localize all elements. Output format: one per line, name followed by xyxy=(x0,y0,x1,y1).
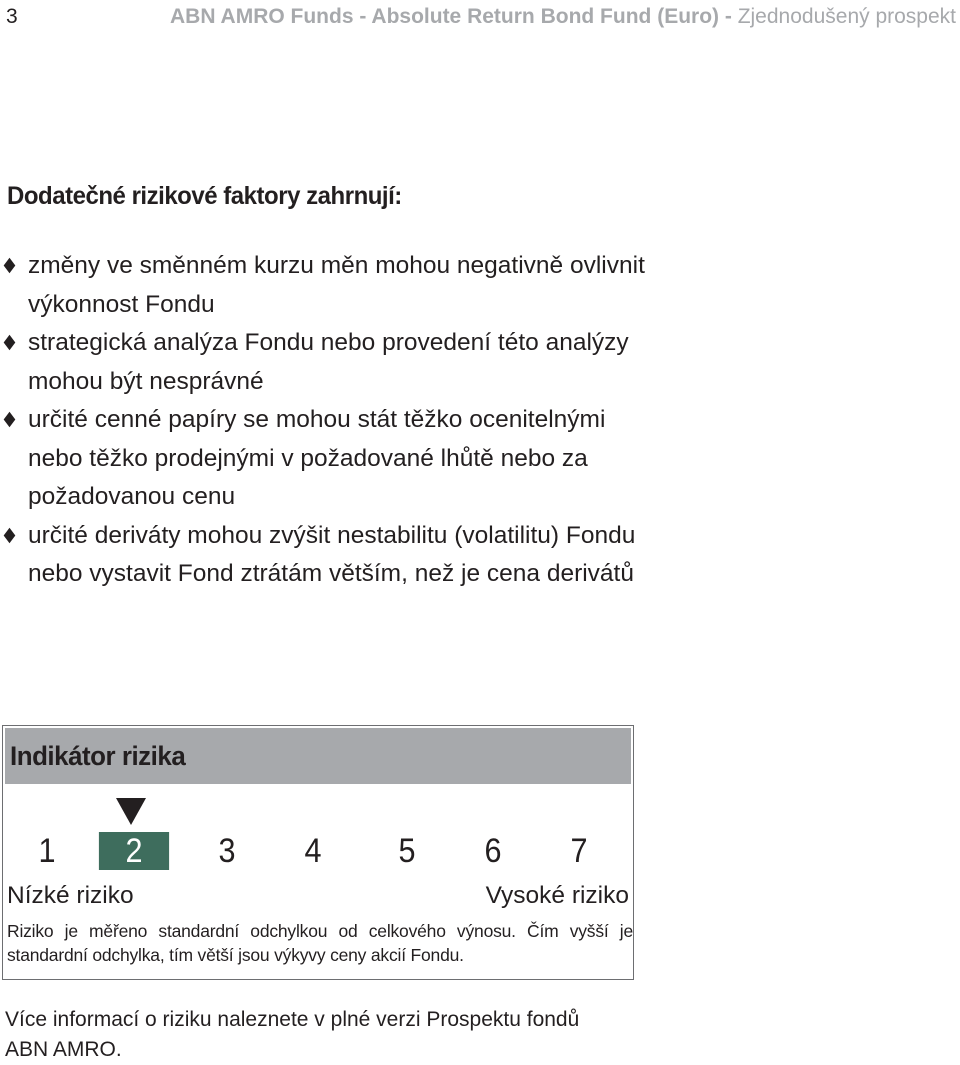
risk-note: Riziko je měřeno standardní odchylkou od celkového výnosu. Čím vyšší je standardní odchylka, tím větší jsou výkyvy ceny akcií Fondu. xyxy=(7,921,633,965)
section-heading: Dodatečné rizikové faktory zahrnují: xyxy=(7,182,402,210)
list-item-text: strategická analýza Fondu nebo provedení této analýzy mohou být nesprávné xyxy=(28,329,629,395)
page-number: 3 xyxy=(6,5,18,28)
running-title xyxy=(170,4,956,30)
running-title-fund: ABN AMRO Funds - Absolute Return Bond Fund (Euro) - xyxy=(169,5,732,28)
footer-note: Více informací o riziku naleznete v plné verzi Prospektu fondů ABN AMRO. xyxy=(5,1008,580,1061)
page-header xyxy=(6,4,956,30)
list-item xyxy=(0,401,660,517)
risk-scale xyxy=(3,832,633,870)
risk-level-1: 1 xyxy=(38,832,56,870)
risk-indicator-title: Indikátor rizika xyxy=(10,741,186,771)
risk-factor-list xyxy=(0,247,660,594)
list-item xyxy=(0,247,660,324)
list-item-text: změny ve směnném kurzu měn mohou negativně ovlivnit výkonnost Fondu xyxy=(28,252,645,318)
risk-level-6: 6 xyxy=(484,832,502,870)
diamond-bullet-icon xyxy=(4,412,16,428)
list-item-text: určité deriváty mohou zvýšit nestabilitu (volatilitu) Fondu nebo vystavit Fond ztrátám větším, než je cena derivátů xyxy=(28,521,636,587)
low-risk-label: Nízké riziko xyxy=(7,882,134,909)
list-item xyxy=(0,517,660,594)
risk-level-4: 4 xyxy=(304,832,322,870)
pointer-triangle-icon xyxy=(116,798,146,825)
risk-indicator-box xyxy=(2,725,634,980)
high-risk-label: Vysoké riziko xyxy=(485,882,629,909)
risk-indicator-header xyxy=(5,728,631,784)
diamond-bullet-icon xyxy=(4,258,16,274)
risk-level-5: 5 xyxy=(398,832,416,870)
diamond-bullet-icon xyxy=(4,335,16,351)
risk-level-2-selected: 2 xyxy=(99,832,169,870)
running-title-doc-type: Zjednodušený prospekt xyxy=(731,5,956,28)
list-item xyxy=(0,324,660,401)
risk-level-3: 3 xyxy=(218,832,236,870)
diamond-bullet-icon xyxy=(4,527,16,543)
risk-level-7: 7 xyxy=(570,832,588,870)
list-item-text: určité cenné papíry se mohou stát těžko ocenitelnými nebo těžko prodejnými v požadované lhůtě nebo za požadovanou cenu xyxy=(28,406,606,510)
